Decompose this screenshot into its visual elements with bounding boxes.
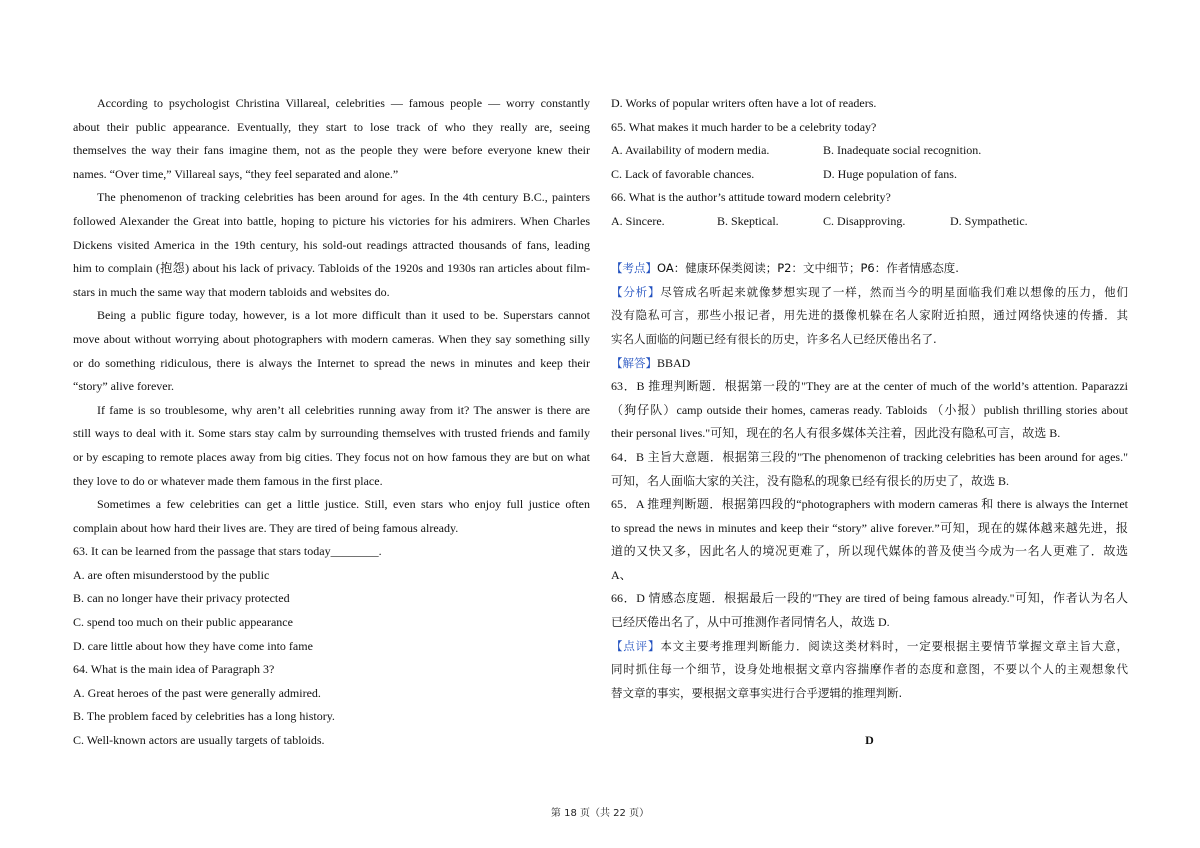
text-line: complain about how hard their lives are. They are tired of being famous already. (73, 520, 459, 535)
text-line: names. “Over time,” Villareal says, “they feel separated and alone.” (73, 166, 399, 181)
text-line: Sometimes a few celebrities can get a little justice. Still, even stars who enjoy full justice often (97, 497, 590, 512)
answer-line: 63．B 推理判断题．根据第一段的"They are at the center of much of the world’s attention. Paparazzi (611, 379, 1128, 394)
option-b: B. The problem faced by celebrities has a long history. (73, 709, 335, 724)
spacer (611, 234, 1128, 258)
option-c: C. Disapproving. (823, 213, 906, 228)
dianping-tag: 【点评】 (611, 638, 661, 653)
text-line: they love to do or whatever made them famous in the first place. (73, 473, 383, 488)
answer-line: 可知，名人面临大家的关注，没有隐私的现象已经有很长的历史了，故选 B. (611, 473, 1010, 488)
option-a: A. Sincere. (611, 213, 665, 228)
text-line: Dickens visited America in the 19th century, his sold-out readings attracted thousands of fans, leading (73, 237, 590, 252)
answer-line: 道的又快又多，因此名人的境况更难了，所以现代媒体的普及使当今成为一名人更难了．故选 (611, 544, 1128, 559)
paragraph-2 (73, 186, 590, 304)
answer-key: BBAD (657, 355, 691, 370)
letter-d: D (865, 733, 874, 748)
answer-line: （狗仔队）camp outside their homes, cameras ready. Tabloids （小报）publish thrilling stories about (611, 402, 1128, 417)
option-row (611, 163, 1128, 187)
question-65 (611, 116, 1128, 187)
option-c: C. Lack of favorable chances. (611, 166, 755, 181)
right-column (611, 92, 1128, 753)
dianping-section (611, 635, 1128, 706)
text-line: or do something ridiculous, there is always the Internet to spread the news in minutes and keep their (73, 355, 590, 370)
text-line: “story” alive forever. (73, 379, 174, 394)
option-row (611, 210, 1128, 234)
text-line: If fame is so troublesome, why aren’t all celebrities running away from it? The answer is there are (97, 402, 590, 417)
left-column (73, 92, 590, 753)
option-b: B. Skeptical. (717, 213, 779, 228)
fenxi-line (611, 281, 1128, 305)
answer-64 (611, 446, 1128, 493)
paragraph-1 (73, 92, 590, 186)
kaodian-text: OA：健康环保类阅读；P2：文中细节；P6：作者情感态度. (657, 261, 959, 276)
answer-line: to spread the news in minutes and keep their “story” alive forever.”可知，现在的媒体越来越先进，报 (611, 520, 1128, 535)
answer-63 (611, 375, 1128, 446)
text-line: or by escaping to remote places away from big cities. They focus not on how famous they are but on what (73, 449, 590, 464)
fenxi-text: 尽管成名听起来就像梦想实现了一样，然而当今的明星面临我们难以想像的压力，他们 (660, 284, 1128, 299)
option-d: D. care little about how they have come into fame (73, 638, 313, 653)
text-line: him to complain (抱怨) about his lack of privacy. Tabloids of the 1920s and 1930s ran articles about film- (73, 261, 590, 276)
option-a: A. Availability of modern media. (611, 143, 770, 158)
paragraph-3 (73, 304, 590, 398)
jieda-section (611, 352, 1128, 376)
answer-line: 已经厌倦出名了，从中可推测作者同情名人，故选 D. (611, 615, 890, 630)
fenxi-line: 实名人面临的问题已经有很长的历史，许多名人已经厌倦出名了. (611, 331, 937, 346)
option-a: A. Great heroes of the past were generally admired. (73, 685, 321, 700)
fenxi-section (611, 281, 1128, 352)
question-stem: 66. What is the author’s attitude toward modern celebrity? (611, 190, 891, 205)
answer-65 (611, 493, 1128, 587)
option-a: A. are often misunderstood by the public (73, 567, 270, 582)
option-row (611, 139, 1128, 163)
dianping-line: 同时抓住每一个细节，设身处地根据文章内容揣摩作者的态度和意图，不要以个人的主观想象代 (611, 662, 1128, 677)
text-line: followed Alexander the Great into battle, hoping to picture his victories for his admirers. When Charles (73, 213, 590, 228)
option-c: C. Well-known actors are usually targets of tabloids. (73, 733, 325, 748)
option-c: C. spend too much on their public appearance (73, 615, 293, 630)
text-line: Being a public figure today, however, is a lot more difficult than it used to be. Superstars cannot (97, 308, 590, 323)
option-b: B. can no longer have their privacy protected (73, 591, 290, 606)
text-line: move about without worrying about photographers with modern cameras. When they say something silly (73, 331, 590, 346)
question-66 (611, 186, 1128, 233)
text-line: themselves the way their fans imagine them, not as the people they were before everyone knew their (73, 143, 590, 158)
question-stem: 65. What makes it much harder to be a celebrity today? (611, 119, 877, 134)
question-stem: 64. What is the main idea of Paragraph 3? (73, 662, 275, 677)
question-63 (73, 540, 590, 658)
question-64 (73, 658, 590, 752)
option-d: D. Sympathetic. (950, 213, 1028, 228)
option-d: D. Huge population of fans. (823, 166, 957, 181)
jieda-tag: 【解答】 (611, 355, 657, 370)
answer-line: A、 (611, 567, 632, 582)
fenxi-line: 没有隐私可言，那些小报记者，用先进的摄像机躲在名人家附近拍照，通过网络快速的传播．其 (611, 308, 1128, 323)
option-b: B. Inadequate social recognition. (823, 143, 982, 158)
dianping-line (611, 635, 1128, 659)
dianping-text: 本文主要考推理判断能力．阅读这类材料时，一定要根据主要情节掌握文章主旨大意， (660, 638, 1128, 653)
kaodian-tag: 【考点】 (611, 261, 657, 276)
text-line: stars in much the same way that modern tabloids and websites do. (73, 284, 390, 299)
kaodian-section (611, 257, 1128, 281)
text-line: about their public appearance. Eventually, they start to lose track of who they really are, seeing (73, 119, 590, 134)
text-line: still ways to deal with it. Some stars stay calm by surrounding themselves with trusted friends and family (73, 426, 590, 441)
fenxi-tag: 【分析】 (611, 284, 661, 299)
option-d: D. Works of popular writers often have a lot of readers. (611, 96, 877, 110)
paragraph-5 (73, 493, 590, 540)
question-stem: 63. It can be learned from the passage that stars today________. (73, 544, 382, 559)
spacer (611, 705, 1128, 729)
answer-line: their personal lives."可知，现在的名人有很多媒体关注着，因此没有隐私可言，故选 B. (611, 426, 1061, 441)
paragraph-4 (73, 399, 590, 493)
page-footer: 第 18 页（共 22 页） (550, 808, 650, 819)
answer-line: 65．A 推理判断题．根据第四段的“photographers with modern cameras 和 there is always the Internet (611, 497, 1128, 512)
answer-line: 66．D 情感态度题．根据最后一段的"They are tired of being famous already."可知，作者认为名人 (611, 591, 1128, 606)
text-line: According to psychologist Christina Villareal, celebrities — famous people — worry constantly (97, 96, 590, 110)
answer-66 (611, 587, 1128, 634)
text-line: The phenomenon of tracking celebrities has been around for ages. In the 4th century B.C., painters (97, 190, 590, 205)
dianping-line: 替文章的事实，要根据文章事实进行合乎逻辑的推理判断. (611, 685, 903, 700)
answer-line: 64．B 主旨大意题．根据第三段的"The phenomenon of tracking celebrities has been around for ages." (611, 449, 1128, 464)
